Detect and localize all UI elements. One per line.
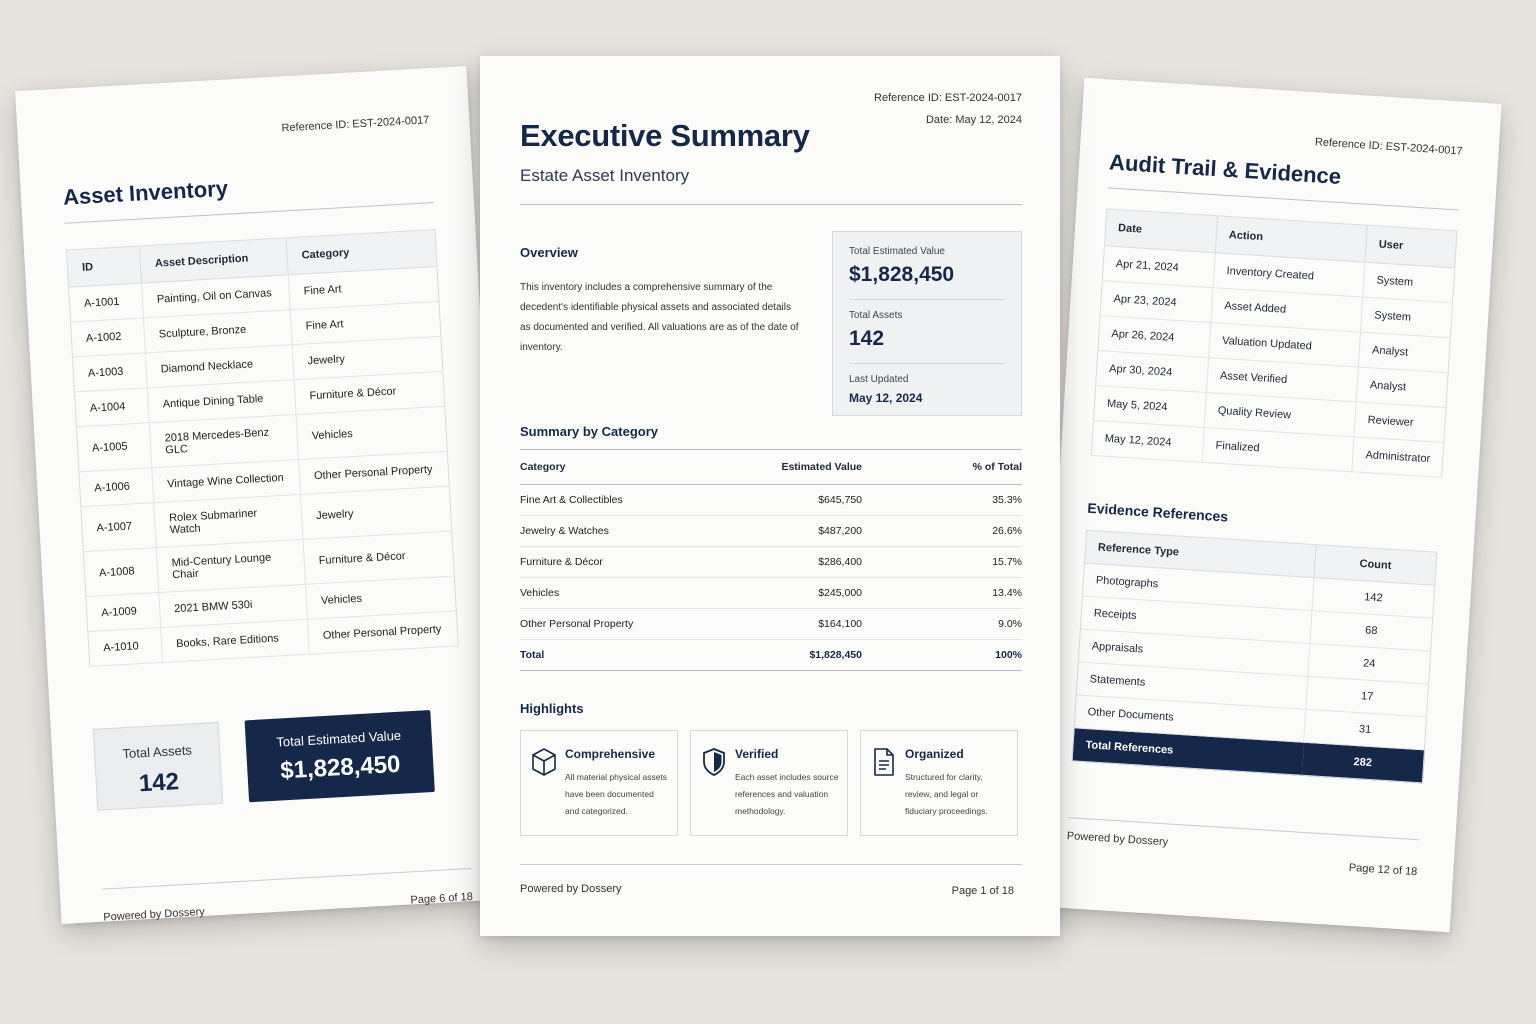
asset-description: Rolex Submariner Watch (154, 494, 303, 547)
total-value-value: $1,828,450 (279, 750, 402, 785)
summary-by-category-table (520, 449, 1022, 671)
overview-section (520, 231, 1022, 416)
table-row (520, 516, 1022, 547)
asset-category: Fine Art (290, 301, 441, 344)
total-assets-label: Total Assets (849, 310, 903, 321)
asset-id: A-1004 (74, 388, 149, 427)
footer-brand: Powered by Dossery (1066, 830, 1169, 849)
reference-count: 142 (1312, 578, 1435, 619)
audit-user: Analyst (1356, 367, 1448, 408)
column-header: Reference Type (1084, 530, 1316, 577)
asset-category: Furniture & Décor (294, 371, 445, 414)
reference-count: 17 (1306, 676, 1429, 717)
category-name: Other Personal Property (520, 609, 712, 640)
section-heading: Summary by Category (520, 424, 658, 439)
table-header-row (520, 450, 1022, 485)
audit-trail-table (1091, 208, 1458, 478)
audit-trail-page (1032, 78, 1501, 933)
audit-date: May 12, 2024 (1091, 420, 1204, 462)
table-row (520, 547, 1022, 578)
audit-date: Apr 21, 2024 (1102, 246, 1215, 288)
table-row (520, 578, 1022, 609)
highlight-card (690, 730, 848, 836)
reference-count: 24 (1308, 643, 1431, 684)
overview-paragraph: This inventory includes a comprehensive summary of the decedent's identifiable physical assets and associated details as documented and verified. All valuations are as of the date of inventory. (520, 282, 799, 353)
asset-category: Jewelry (292, 336, 443, 379)
category-percent: 13.4% (862, 578, 1022, 609)
asset-category: Jewelry (301, 486, 452, 539)
category-value: $245,000 (712, 578, 862, 609)
page-number: Page 1 of 18 (951, 885, 1014, 897)
page-subtitle: Estate Asset Inventory (520, 166, 690, 185)
section-heading: Evidence References (1086, 499, 1229, 525)
total-value-value: $1,828,450 (849, 263, 955, 286)
asset-description: Books, Rare Editions (161, 619, 310, 662)
reference-count: 31 (1304, 709, 1427, 750)
asset-description: 2018 Mercedes-Benz GLC (149, 415, 298, 468)
audit-action: Quality Review (1204, 392, 1356, 436)
audit-date: Apr 23, 2024 (1100, 281, 1213, 323)
asset-id: A-1008 (83, 548, 158, 597)
column-header: Date (1104, 209, 1217, 253)
audit-user: Reviewer (1354, 402, 1446, 443)
asset-inventory-page (15, 66, 513, 924)
section-heading: Overview (520, 245, 578, 260)
section-heading: Highlights (520, 701, 584, 716)
total-assets-value: 142 (849, 327, 885, 350)
asset-description: Diamond Necklace (145, 345, 294, 388)
asset-category: Vehicles (306, 576, 457, 619)
asset-description: Painting, Oil on Canvas (141, 275, 290, 318)
page-number: Page 6 of 18 (410, 890, 474, 907)
asset-category: Fine Art (288, 266, 439, 309)
column-header: Category (286, 230, 437, 275)
column-header: Estimated Value (712, 450, 862, 485)
asset-inventory-table (66, 229, 459, 667)
highlight-description: Each asset includes source references and valuation methodology. (735, 772, 839, 816)
column-header: ID (67, 246, 142, 287)
kpi-divider (849, 299, 1005, 300)
page-title: Asset Inventory (62, 175, 229, 210)
reference-type: Appraisals (1078, 629, 1310, 676)
audit-date: Apr 30, 2024 (1096, 351, 1209, 393)
audit-user: System (1361, 297, 1453, 338)
total-value-label: Total Estimated Value (276, 727, 402, 750)
executive-summary-page (480, 56, 1060, 936)
document-icon (871, 747, 897, 835)
asset-id: A-1009 (86, 593, 161, 632)
column-header: Count (1314, 545, 1437, 586)
reference-count: 68 (1310, 611, 1433, 652)
total-value: $1,828,450 (712, 640, 862, 671)
total-assets-card (93, 722, 223, 811)
asset-description: Mid-Century Lounge Chair (156, 539, 305, 592)
audit-user: System (1363, 262, 1455, 303)
column-header: Asset Description (139, 238, 288, 283)
total-value-label: Total Estimated Value (849, 246, 945, 257)
footer-divider (102, 868, 471, 890)
highlights-row (520, 730, 1022, 836)
highlight-title: Organized (905, 747, 964, 761)
category-name: Fine Art & Collectibles (520, 485, 712, 516)
total-percent: 100% (862, 640, 1022, 671)
asset-category: Vehicles (296, 406, 447, 459)
table-row (520, 609, 1022, 640)
category-value: $286,400 (712, 547, 862, 578)
document-date: Date: May 12, 2024 (925, 114, 1022, 126)
category-name: Jewelry & Watches (520, 516, 712, 547)
category-percent: 35.3% (862, 485, 1022, 516)
footer-brand: Powered by Dossery (520, 883, 622, 895)
reference-type: Receipts (1080, 596, 1312, 643)
asset-category: Furniture & Décor (303, 531, 454, 584)
reference-type: Statements (1076, 662, 1308, 709)
page-number: Page 12 of 18 (1348, 861, 1418, 879)
asset-description: 2021 BMW 530i (159, 584, 308, 627)
reference-id: Reference ID: EST-2024-0017 (1314, 136, 1463, 158)
footer-brand: Powered by Dossery (103, 905, 206, 924)
audit-action: Asset Added (1211, 288, 1363, 332)
asset-description: Vintage Wine Collection (152, 460, 301, 503)
asset-id: A-1001 (69, 283, 144, 322)
category-percent: 26.6% (862, 516, 1022, 547)
audit-action: Valuation Updated (1209, 323, 1361, 367)
evidence-references-table (1072, 530, 1438, 784)
asset-id: A-1003 (72, 353, 147, 392)
page-footer (1066, 830, 1419, 878)
asset-id: A-1006 (79, 468, 154, 507)
totals-row (93, 708, 467, 811)
page-title: Executive Summary (520, 118, 810, 153)
audit-user: Administrator (1352, 437, 1444, 478)
column-header: % of Total (862, 450, 1022, 485)
column-header: Category (520, 450, 712, 485)
kpi-card (832, 231, 1022, 416)
asset-category: Other Personal Property (308, 611, 459, 654)
reference-type: Other Documents (1074, 695, 1306, 742)
category-name: Vehicles (520, 578, 712, 609)
asset-id: A-1010 (88, 627, 163, 666)
category-percent: 9.0% (862, 609, 1022, 640)
total-count: 282 (1302, 742, 1425, 783)
shield-icon (701, 747, 727, 835)
audit-action: Finalized (1202, 427, 1354, 471)
overview-block (520, 231, 800, 416)
audit-action: Asset Verified (1206, 358, 1358, 402)
audit-user: Analyst (1359, 332, 1451, 373)
asset-category: Other Personal Property (299, 451, 450, 494)
total-label: Total References (1072, 728, 1304, 775)
highlight-card (520, 730, 678, 836)
reference-id: Reference ID: EST-2024-0017 (874, 92, 1022, 104)
footer-divider (520, 864, 1022, 865)
asset-id: A-1007 (81, 503, 156, 552)
highlight-title: Verified (735, 747, 779, 761)
cube-icon (531, 747, 557, 835)
audit-date: May 5, 2024 (1093, 386, 1206, 428)
category-name: Furniture & Décor (520, 547, 712, 578)
kpi-divider (849, 363, 1005, 364)
highlight-card (860, 730, 1018, 836)
category-value: $645,750 (712, 485, 862, 516)
category-percent: 15.7% (862, 547, 1022, 578)
highlight-title: Comprehensive (565, 747, 656, 761)
asset-description: Sculpture, Bronze (143, 310, 292, 353)
reference-type: Photographs (1082, 563, 1314, 610)
audit-action: Inventory Created (1213, 253, 1365, 297)
highlight-description: All material physical assets have been documented and categorized. (565, 772, 668, 816)
page-footer (103, 891, 473, 924)
title-divider (520, 204, 1022, 205)
highlight-description: Structured for clarity, review, and legal or fiduciary proceedings. (905, 772, 988, 816)
table-row (520, 485, 1022, 516)
asset-id: A-1005 (76, 423, 151, 472)
audit-date: Apr 26, 2024 (1098, 316, 1211, 358)
last-updated-value: May 12, 2024 (849, 391, 923, 405)
column-header: User (1365, 225, 1457, 268)
column-header: Action (1215, 216, 1367, 262)
total-value-card (245, 710, 435, 802)
last-updated-label: Last Updated (849, 374, 909, 385)
page-footer (520, 883, 1022, 897)
asset-description: Antique Dining Table (147, 380, 296, 423)
category-value: $164,100 (712, 609, 862, 640)
asset-id: A-1002 (71, 318, 146, 357)
category-value: $487,200 (712, 516, 862, 547)
page-title: Audit Trail & Evidence (1108, 149, 1342, 189)
reference-id: Reference ID: EST-2024-0017 (281, 114, 430, 135)
total-assets-value: 142 (138, 768, 180, 798)
total-assets-label: Total Assets (122, 742, 193, 762)
total-label: Total (520, 640, 712, 671)
total-row (520, 640, 1022, 671)
